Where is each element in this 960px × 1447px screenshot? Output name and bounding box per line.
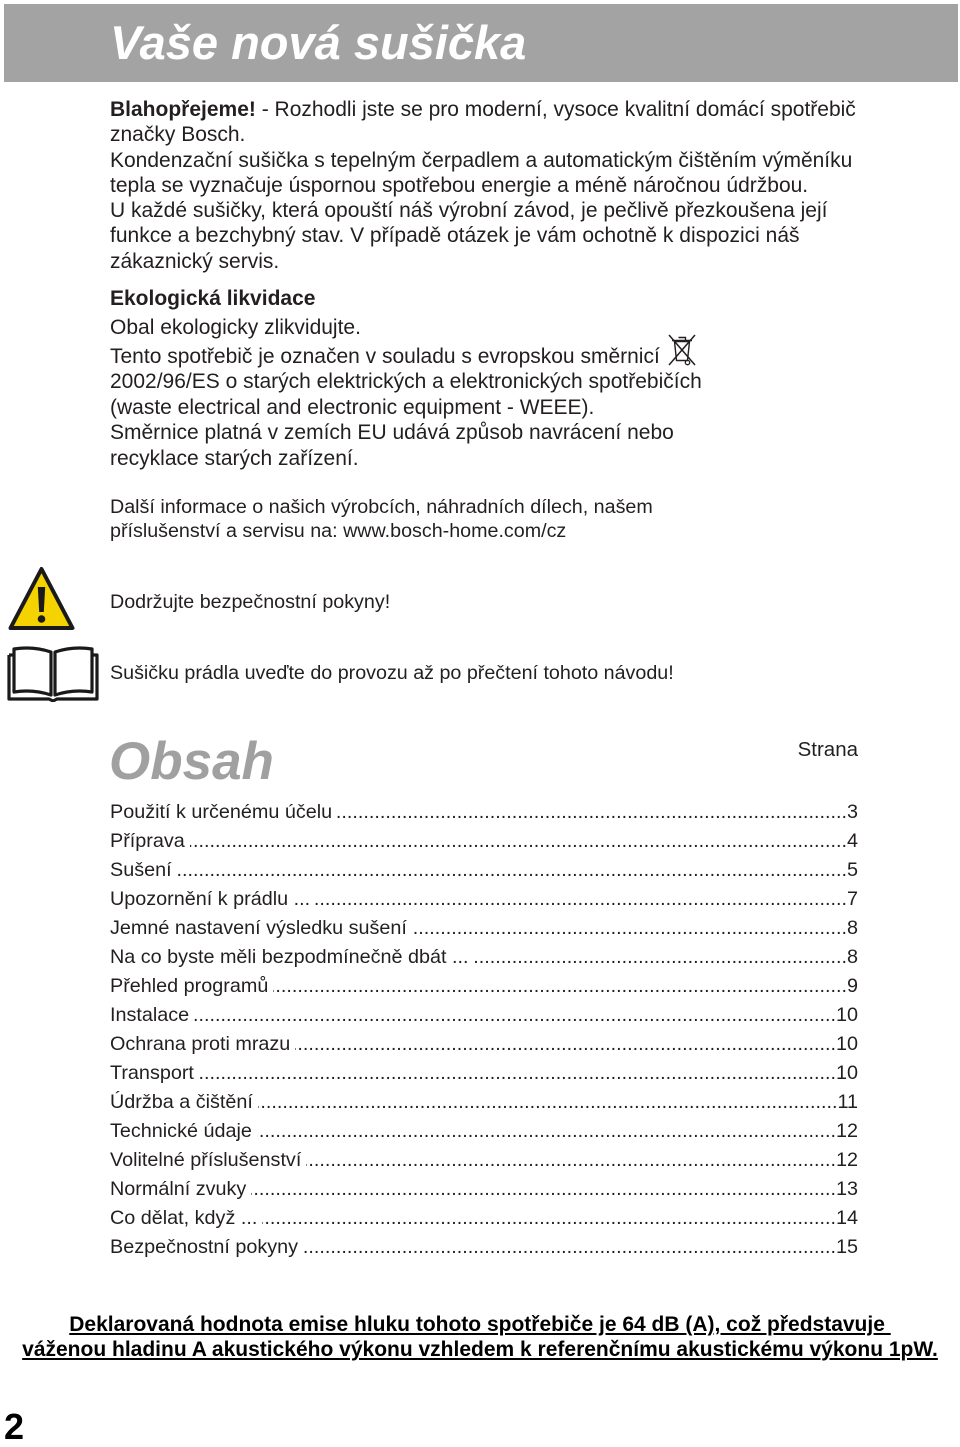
intro-line: Kondenzační sušička s tepelným čerpadlem a automatickým čištěním výměníku — [110, 148, 853, 172]
table-of-contents — [110, 798, 858, 1262]
header-bar — [4, 4, 958, 82]
toc-entry-page: 3 — [846, 800, 858, 823]
toc-entry-title: Na co byste měli bezpodmínečně dbát ... — [110, 945, 469, 968]
toc-entry — [110, 1030, 858, 1059]
toc-entry-title: Použití k určenému účelu — [110, 800, 333, 823]
toc-entry-page: 10 — [835, 1003, 858, 1026]
noise-declaration-line: váženou hladinu A akustického výkonu vzhledem k referenčnímu akustickému výkonu 1pW. — [22, 1338, 938, 1361]
toc-page-column-label: Strana — [797, 738, 858, 761]
toc-leader-dots — [251, 1175, 836, 1204]
toc-entry-title: Sušení — [110, 858, 172, 881]
website-link[interactable]: www.bosch-home.com/cz — [343, 520, 567, 542]
toc-entry — [110, 1233, 858, 1262]
intro-line: U každé sušičky, která opouští náš výrobní závod, je pečlivě přezkoušena její — [110, 199, 828, 223]
toc-entry-page: 5 — [846, 858, 858, 881]
toc-entry-title: Bezpečnostní pokyny — [110, 1235, 299, 1258]
ecology-line: (waste electrical and electronic equipment - WEEE). — [110, 395, 595, 419]
toc-entry-page: 14 — [835, 1206, 858, 1229]
toc-entry-title: Příprava — [110, 829, 185, 852]
toc-leader-dots — [303, 1233, 836, 1262]
toc-entry-page: 11 — [837, 1090, 858, 1113]
intro-line: funkce a bezchybný stav. V případě otázek je vám ochotně k dispozici náš — [110, 224, 800, 248]
toc-entry-title: Technické údaje — [110, 1119, 252, 1142]
toc-leader-dots — [273, 972, 847, 1001]
intro-paragraph — [110, 97, 856, 274]
toc-leader-dots — [337, 798, 847, 827]
toc-entry — [110, 972, 858, 1001]
toc-leader-dots — [412, 914, 847, 943]
ecology-line: Směrnice platná v zemích EU udává způsob navrácení nebo — [110, 421, 674, 444]
toc-entry-page: 12 — [835, 1148, 858, 1171]
bin-handle — [679, 338, 686, 341]
toc-entry-title: Transport — [110, 1061, 194, 1084]
toc-entry-page: 8 — [846, 945, 858, 968]
toc-heading: Obsah — [109, 732, 274, 791]
toc-entry — [110, 943, 858, 972]
toc-entry-page: 8 — [846, 916, 858, 939]
ecology-line: 2002/96/ES o starých elektrických a elektronických spotřebičích — [110, 370, 702, 393]
toc-entry-page: 13 — [835, 1177, 858, 1200]
toc-leader-dots — [473, 943, 847, 972]
info-line: Další informace o našich výrobcích, náhradních dílech, našem — [110, 496, 653, 518]
toc-entry-title: Přehled programů — [110, 974, 269, 997]
toc-entry — [110, 1146, 858, 1175]
ecology-directive-text — [110, 344, 702, 472]
toc-leader-dots — [262, 1204, 836, 1233]
book-left-page — [14, 648, 51, 695]
info-line — [110, 519, 653, 543]
toc-entry-page: 10 — [835, 1032, 858, 1055]
toc-entry-title: Ochrana proti mrazu — [110, 1032, 291, 1055]
toc-entry — [110, 1204, 858, 1233]
toc-leader-dots — [315, 885, 847, 914]
toc-leader-dots — [258, 1088, 838, 1117]
toc-leader-dots — [177, 856, 847, 885]
toc-entry — [110, 914, 858, 943]
toc-leader-dots — [199, 1059, 836, 1088]
intro-first-line-text: - Rozhodli jste se pro moderní, vysoce kvalitní domácí spotřebič — [255, 98, 856, 121]
toc-entry-page: 10 — [835, 1061, 858, 1084]
ecology-line: recyklace starých zařízení. — [110, 446, 359, 470]
page-number: 2 — [4, 1406, 25, 1447]
more-info-paragraph — [110, 495, 653, 543]
open-book-icon — [6, 644, 100, 702]
intro-line: značky Bosch. — [110, 123, 246, 147]
toc-leader-dots — [306, 1146, 836, 1175]
warning-triangle-icon — [7, 565, 76, 633]
ecology-packaging-text: Obal ekologicky zlikvidujte. — [110, 316, 361, 339]
toc-entry — [110, 1059, 858, 1088]
toc-entry — [110, 1117, 858, 1146]
info-line-prefix: příslušenství a servisu na: — [110, 520, 344, 542]
noise-declaration — [0, 1312, 960, 1362]
intro-line: zákaznický servis. — [110, 249, 280, 273]
weee-crossed-bin-icon — [664, 332, 700, 367]
toc-entry — [110, 856, 858, 885]
toc-entry-title: Údržba a čištění — [110, 1090, 253, 1113]
toc-entry-page: 9 — [846, 974, 858, 997]
intro-line: tepla se vyznačuje úspornou spotřebou energie a méně náročnou údržbou. — [110, 173, 809, 197]
toc-leader-dots — [194, 1001, 836, 1030]
toc-entry — [110, 827, 858, 856]
toc-leader-dots — [190, 827, 847, 856]
toc-entry — [110, 885, 858, 914]
toc-entry-page: 15 — [835, 1235, 858, 1258]
toc-leader-dots — [295, 1030, 836, 1059]
safety-notice-text: Dodržujte bezpečnostní pokyny! — [110, 591, 391, 613]
ecology-section — [110, 285, 702, 471]
exclamation-dot — [38, 615, 46, 623]
toc-entry-page: 7 — [846, 887, 858, 910]
intro-lead: Blahopřejeme! — [110, 98, 256, 121]
toc-entry-title: Co dělat, když ... — [110, 1206, 258, 1229]
ecology-line: Tento spotřebič je označen v souladu s evropskou směrnicí — [110, 344, 660, 368]
intro-line — [110, 97, 856, 122]
toc-entry-title: Upozornění k prádlu ... — [110, 887, 311, 910]
page-title: Vaše nová sušička — [110, 16, 527, 69]
toc-leader-dots — [257, 1117, 836, 1146]
toc-entry-title: Jemné nastavení výsledku sušení — [110, 916, 407, 939]
noise-declaration-line: Deklarovaná hodnota emise hluku tohoto spotřebiče je 64 dB (A), což představuje — [69, 1313, 891, 1336]
ecology-heading: Ekologická likvidace — [110, 287, 316, 310]
toc-entry — [110, 1088, 858, 1117]
toc-entry-page: 12 — [835, 1119, 858, 1142]
toc-entry — [110, 1001, 858, 1030]
toc-entry — [110, 1175, 858, 1204]
toc-entry-title: Instalace — [110, 1003, 190, 1026]
book-right-page — [55, 648, 92, 695]
toc-entry-title: Volitelné příslušenství — [110, 1148, 302, 1171]
toc-entry — [110, 798, 858, 827]
read-manual-notice-text: Sušičku prádla uveďte do provozu až po přečtení tohoto návodu! — [110, 662, 674, 684]
toc-entry-title: Normální zvuky — [110, 1177, 247, 1200]
toc-entry-page: 4 — [846, 829, 858, 852]
